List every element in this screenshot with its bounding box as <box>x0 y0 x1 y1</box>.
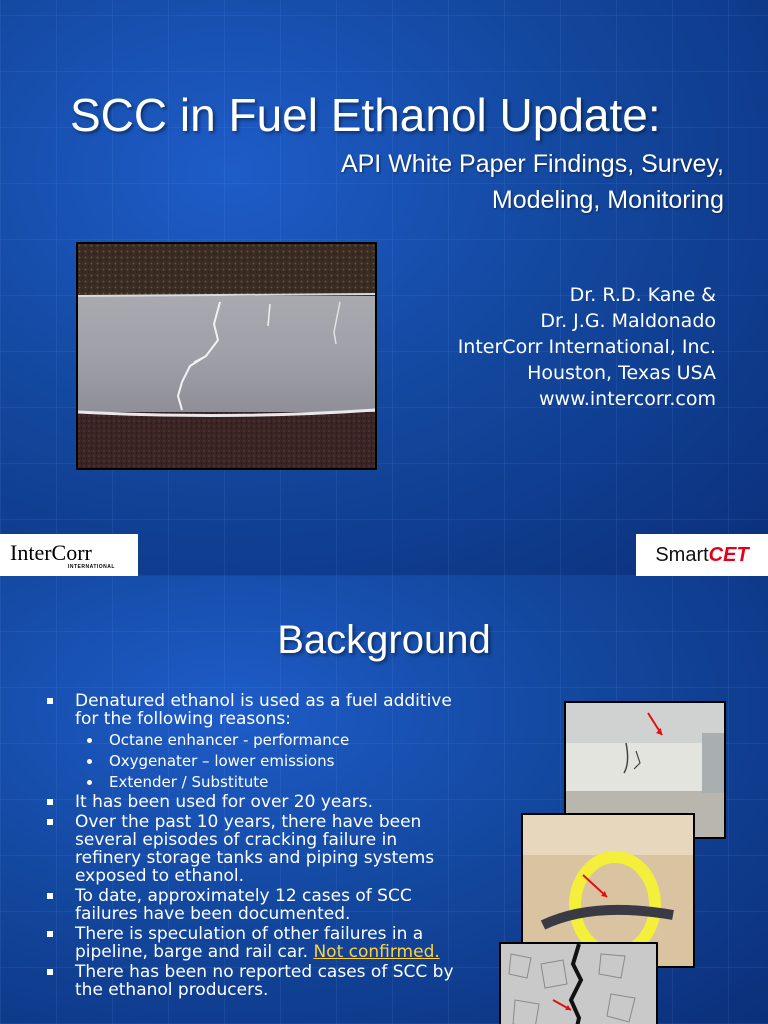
subtitle-line-2: Modeling, Monitoring <box>491 186 724 214</box>
smartcet-logo <box>636 534 768 576</box>
square-bullet-icon <box>47 819 53 825</box>
bullet-item <box>44 692 464 728</box>
author-line: Dr. R.D. Kane & <box>569 284 716 306</box>
slide-subtitle <box>341 146 724 218</box>
logo-cet-text: CET <box>708 543 749 566</box>
sub-bullet-item <box>44 730 464 750</box>
bullet-item <box>44 925 464 961</box>
subtitle-line-1: API White Paper Findings, Survey, <box>340 150 724 178</box>
bullet-item <box>44 887 464 923</box>
round-bullet-icon <box>87 759 92 764</box>
bullet-text: There is speculation of other failures in a pipeline, barge and rail car. <box>75 924 424 962</box>
bullet-item <box>44 793 464 811</box>
square-bullet-icon <box>47 799 53 805</box>
sub-bullet-text: Extender / Substitute <box>109 773 269 791</box>
sub-bullet-item <box>44 751 464 771</box>
author-line: InterCorr International, Inc. <box>457 336 716 358</box>
slide-title: Background <box>277 618 491 662</box>
logo-smart-text: Smart <box>655 543 709 566</box>
not-confirmed-link[interactable]: Not confirmed. <box>313 942 440 962</box>
sub-bullet-text: Oxygenater – lower emissions <box>109 752 335 770</box>
slide-title: SCC in Fuel Ethanol Update: <box>70 89 661 141</box>
author-line: www.intercorr.com <box>538 388 716 410</box>
square-bullet-icon <box>47 931 53 937</box>
square-bullet-icon <box>47 698 53 704</box>
bullet-text: There has been no reported cases of SCC by the ethanol producers. <box>75 962 454 1000</box>
crack-micrograph-photo <box>76 242 377 470</box>
bullet-text: It has been used for over 20 years. <box>75 792 374 812</box>
intercorr-logo <box>0 534 138 576</box>
square-bullet-icon <box>47 969 53 975</box>
logo-inter-text: InterCorr <box>10 540 92 565</box>
bullet-text: To date, approximately 12 cases of SCC failures have been documented. <box>75 886 412 924</box>
square-bullet-icon <box>47 893 53 899</box>
sub-bullet-item <box>44 772 464 792</box>
micrograph-image <box>78 244 375 468</box>
bullet-item <box>44 813 464 885</box>
round-bullet-icon <box>87 738 92 743</box>
bullet-text: Denatured ethanol is used as a fuel additive for the following reasons: <box>75 691 452 729</box>
author-line: Houston, Texas USA <box>527 362 716 384</box>
round-bullet-icon <box>87 780 92 785</box>
author-block <box>458 282 716 412</box>
logo-international-text: INTERNATIONAL <box>68 564 115 570</box>
bullet-list <box>44 692 464 1001</box>
micrograph-crack-photo <box>499 942 658 1024</box>
author-line: Dr. J.G. Maldonado <box>540 310 716 332</box>
bullet-item <box>44 963 464 999</box>
background-slide <box>0 576 768 1024</box>
bullet-text: Over the past 10 years, there have been several episodes of cracking failure in refinery storage tanks and piping systems exposed to ethanol. <box>75 812 435 886</box>
sub-bullet-text: Octane enhancer - performance <box>109 731 350 749</box>
